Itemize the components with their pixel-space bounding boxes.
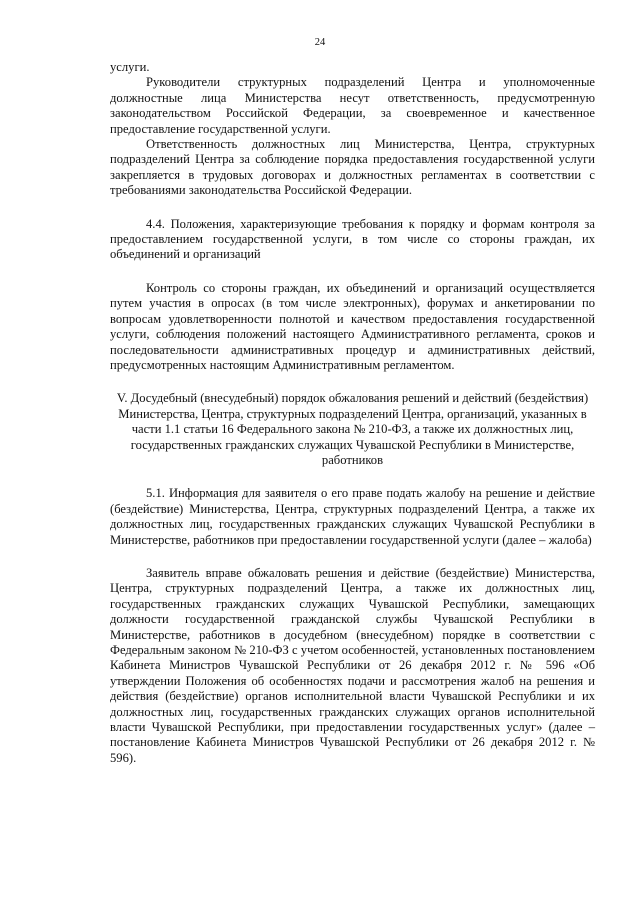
paragraph-responsibility-officials: Ответственность должностных лиц Министерства, Центра, структурных подразделений Центра за соблюдение порядка предоставления государственной услуги закрепляется в трудовых договорах и должностных регламентах в соответствии с требованиями законодательства Российской Федерации. xyxy=(110,137,595,198)
paragraph-public-control: Контроль со стороны граждан, их объединений и организаций осуществляется путем участия в опросах (в том числе электронных), форумах и анкетировании по вопросам удовлетворенности полнотой и качеством предоставления государственной услуги, соблюдения положений настоящего Административного регламента, сроков и последовательности административных процедур и административных действий, предусмотренных настоящим Административным регламентом. xyxy=(110,280,595,372)
spacer xyxy=(110,199,595,217)
spacer xyxy=(110,548,595,566)
spacer xyxy=(110,373,595,391)
chapter-heading-v: V. Досудебный (внесудебный) порядок обжалования решений и действий (бездействия) Министерства, Центра, структурных подразделений Центра, организаций, указанных в части 1.1 статьи 16 Федерального закона № 210-ФЗ, а также их должностных лиц, государственных гражданских служащих Чувашской Республики в Министерстве, работников xyxy=(116,391,589,467)
page-number: 24 xyxy=(314,37,326,48)
spacer xyxy=(110,263,595,281)
spacer xyxy=(110,468,595,486)
paragraph-continuation: услуги. xyxy=(110,60,150,74)
paragraph-right-to-appeal: Заявитель вправе обжаловать решения и действие (бездействие) Министерства, Центра, структурных подразделений Центра, а также их должностных лиц, государственных гражданских служащих Чувашской Республики, замещающих должности государственной гражданской службы Чувашской Республики в Министерстве, работников в досудебном (внесудебном) порядке в соответствии с Федеральным законом № 210-ФЗ с учетом особенностей, установленных постановлением Кабинета Министров Чувашской Республики от 26 декабря 2012 г. № 596 «Об утверждении Положения об особенностях подачи и рассмотрения жалоб на решения и действия (бездействие) органов исполнительной власти Чувашской Республики и их должностных лиц, государственных гражданских служащих органов исполнительной власти Чувашской Республики, при предоставлении государственных услуг» (далее – постановление Кабинета Министров Чувашской Республики от 26 декабря 2012 г. № 596). xyxy=(110,565,595,765)
section-heading-4-4: 4.4. Положения, характеризующие требования к порядку и формам контроля за предоставлением государственной услуги, в том числе со стороны граждан, их объединений и организаций xyxy=(110,216,595,262)
section-heading-5-1: 5.1. Информация для заявителя о его праве подать жалобу на решение и действие (бездействие) Министерства, Центра, структурных подразделений Центра, а также их должностных лиц, государственных гражданских служащих Чувашской Республики в Министерстве, работников при предоставлении государственной услуги (далее – жалоба) xyxy=(110,486,595,547)
document-body xyxy=(110,60,595,766)
paragraph-responsibility-heads: Руководители структурных подразделений Центра и уполномоченные должностные лица Министерства несут ответственность, предусмотренную законодательством Российской Федерации, за своевременное и качественное предоставление государственной услуги. xyxy=(110,75,595,136)
